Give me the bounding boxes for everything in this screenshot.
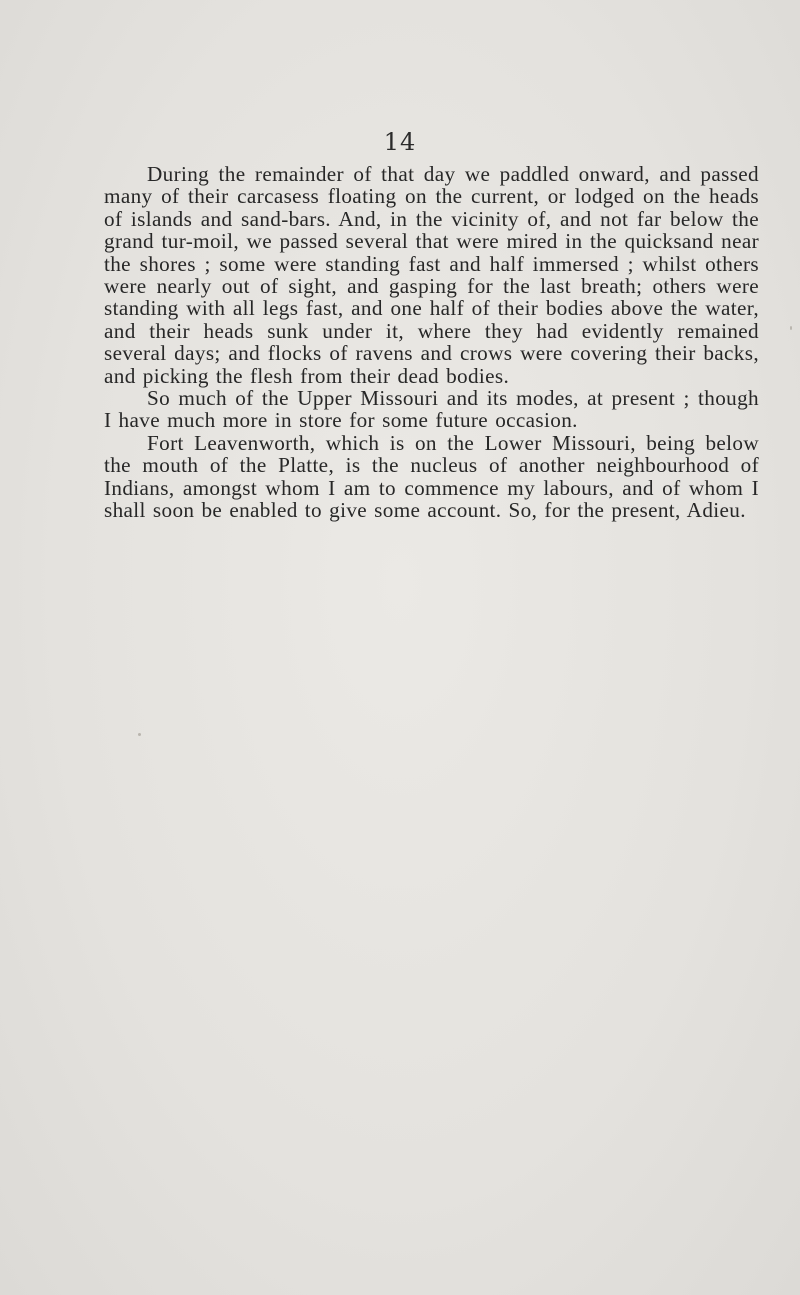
paper-speck (138, 733, 141, 736)
paragraph-2: So much of the Upper Missouri and its modes, at present ; though I have much more in store for some future occasion. (104, 386, 759, 433)
paragraph-1: During the remainder of that day we paddled onward, and passed many of their carcasess floating on the current, or lodged on the heads of islands and sand-bars. And, in the vicinity of, and not far below the grand tur-moil, we passed several that were mired in the quicksand near the shores ; some were standing fast and half immersed ; whilst others were nearly out of sight, and gasping for the last breath; others were standing with all legs fast, and one half of their bodies above the water, and their heads sunk under it, where they had evidently remained several days; and flocks of ravens and crows were covering their backs, and picking the flesh from their dead bodies. (104, 162, 759, 388)
paragraph-3: Fort Leavenworth, which is on the Lower Missouri, being below the mouth of the Platte, is the nucleus of another neighbourhood of Indians, amongst whom I am to commence my labours, and of whom I shall soon be enabled to give some account. So, for the present, Adieu. (104, 430, 759, 523)
body-text (104, 163, 759, 522)
paper-speck (790, 326, 792, 330)
page-number: 14 (383, 128, 417, 156)
